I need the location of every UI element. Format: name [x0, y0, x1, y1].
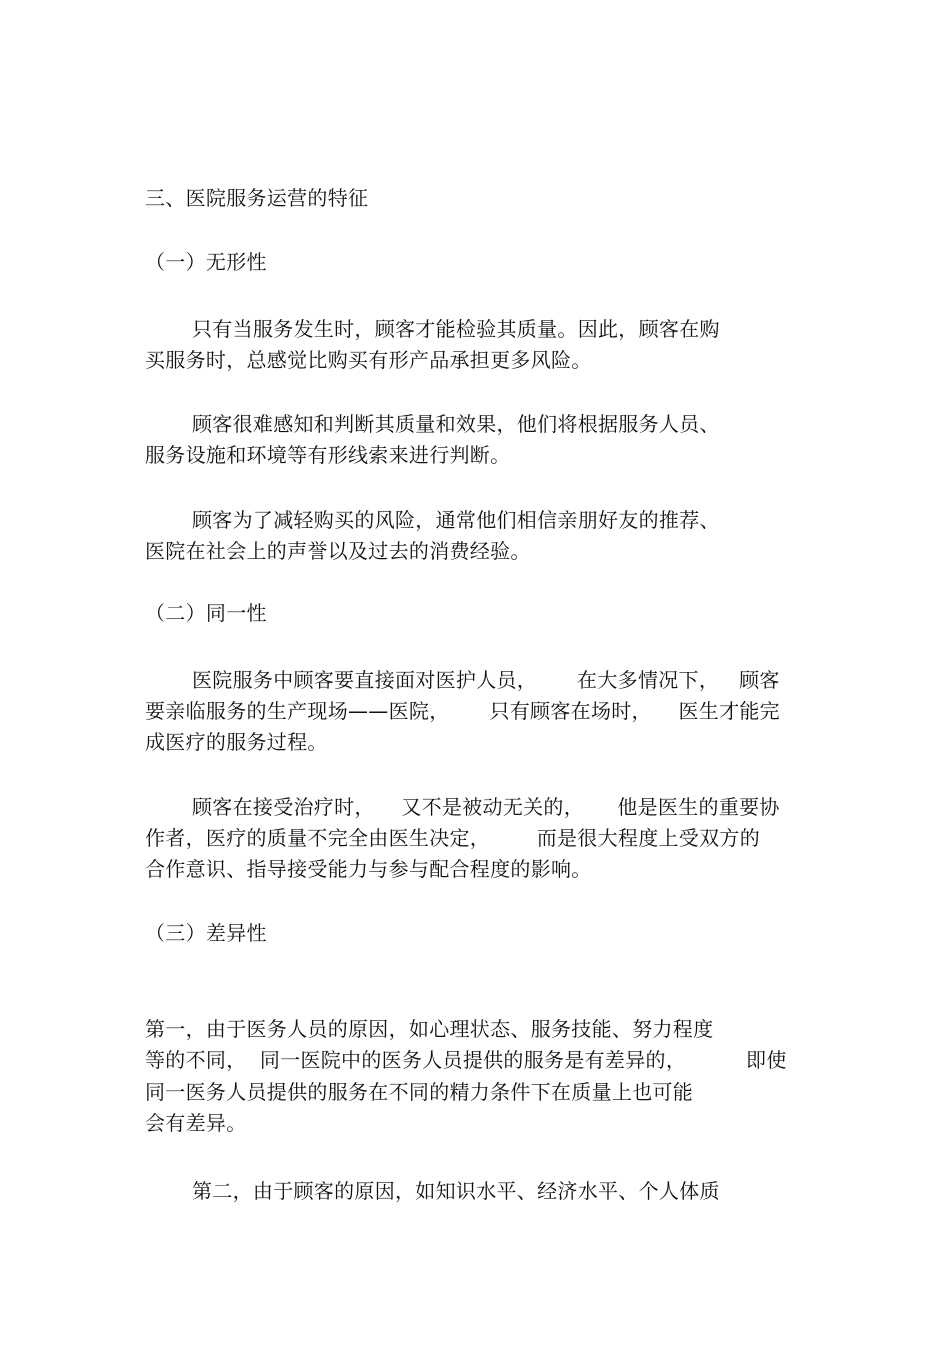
paragraph-line: 服务设施和环境等有形线索来进行判断。 — [145, 443, 511, 467]
paragraph-line: 医院在社会上的声誉以及过去的消费经验。 — [145, 539, 531, 563]
paragraph-line: 合作意识、指导接受能力与参与配合程度的影响。 — [145, 857, 592, 881]
subheading-simultaneity: （二）同一性 — [145, 601, 267, 625]
paragraph-line: 作者，医疗的质量不完全由医生决定， 而是很大程度上受双方的 — [145, 826, 761, 850]
paragraph-line: 第一，由于医务人员的原因，如心理状态、服务技能、努力程度 — [145, 1017, 714, 1041]
paragraph-line: 顾客很难感知和判断其质量和效果，他们将根据服务人员、 — [192, 412, 720, 436]
paragraph-line: 顾客为了减轻购买的风险，通常他们相信亲朋好友的推荐、 — [192, 508, 720, 532]
subheading-heterogeneity: （三）差异性 — [145, 921, 267, 945]
paragraph-line: 同一医务人员提供的服务在不同的精力条件下在质量上也可能 — [145, 1080, 694, 1104]
paragraph-line: 等的不同， 同一医院中的医务人员提供的服务是有差异的， 即使 — [145, 1048, 787, 1072]
section-title: 三、医院服务运营的特征 — [145, 186, 369, 210]
paragraph-line: 第二，由于顾客的原因，如知识水平、经济水平、个人体质 — [192, 1179, 720, 1203]
paragraph-line: 要亲临服务的生产现场——医院， 只有顾客在场时， 医生才能完 — [145, 699, 780, 723]
paragraph-line: 成医疗的服务过程。 — [145, 730, 328, 754]
paragraph-line: 买服务时，总感觉比购买有形产品承担更多风险。 — [145, 348, 592, 372]
paragraph-line: 顾客在接受治疗时， 又不是被动无关的， 他是医生的重要协 — [192, 795, 780, 819]
paragraph-line: 会有差异。 — [145, 1111, 247, 1135]
subheading-intangibility: （一）无形性 — [145, 250, 267, 274]
paragraph-line: 医院服务中顾客要直接面对医护人员， 在大多情况下， 顾客 — [192, 668, 780, 692]
paragraph-line: 只有当服务发生时，顾客才能检验其质量。因此，顾客在购 — [192, 317, 720, 341]
